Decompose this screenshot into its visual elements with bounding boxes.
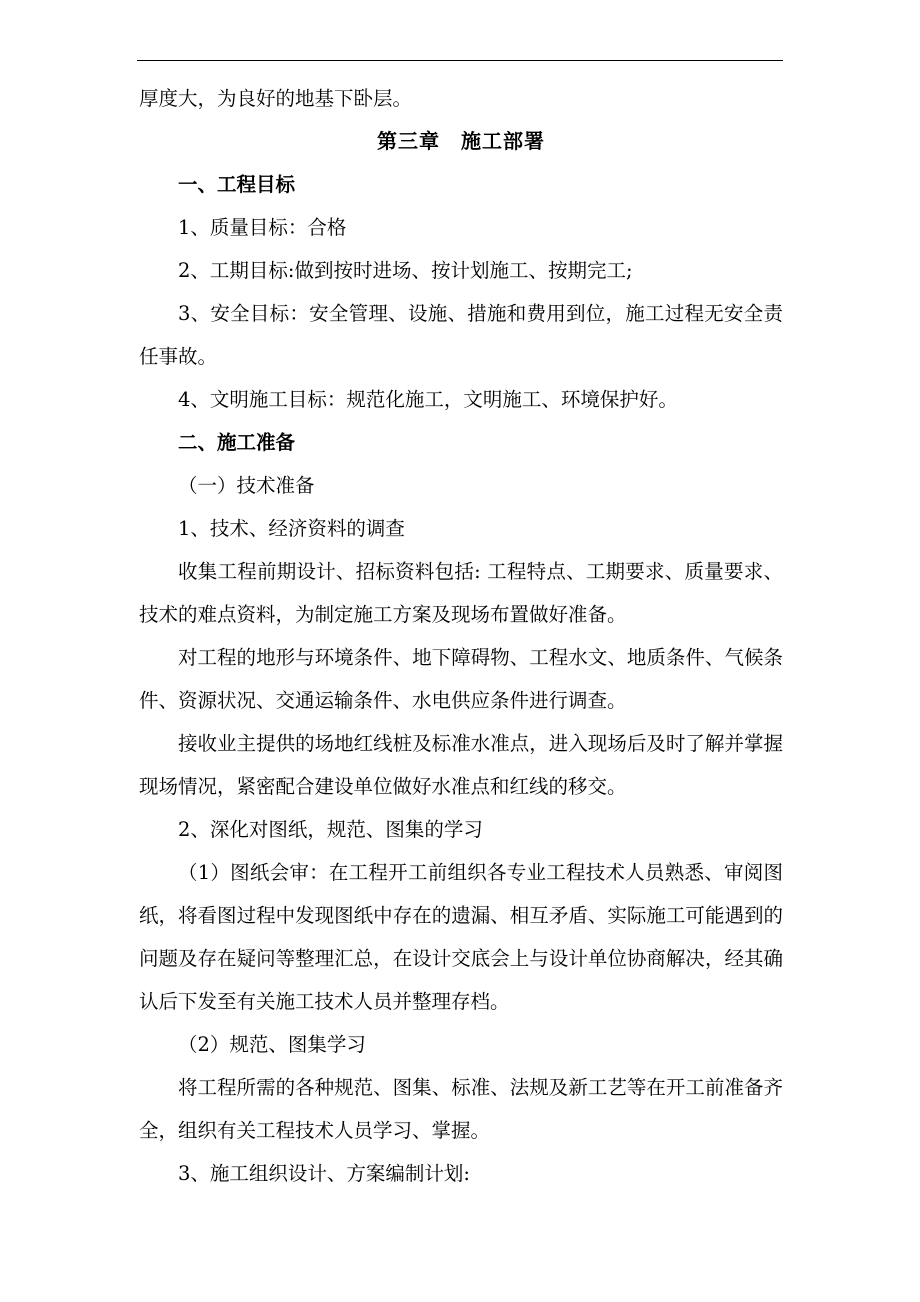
section-heading-preparation: 二、施工准备	[178, 431, 296, 454]
section-heading-goals: 一、工程目标	[178, 173, 296, 196]
list-item-quality-goal: 1、质量目标：合格	[178, 216, 347, 239]
list-item-safety-goal: 3、安全目标：安全管理、设施、措施和费用到位，施工过程无安全责任事故。	[139, 302, 783, 368]
paragraph-continuation: 厚度大，为良好的地基下卧层。	[139, 87, 413, 110]
list-item-drawing-study: 2、深化对图纸，规范、图集的学习	[178, 818, 483, 841]
paragraph-collect-materials: 收集工程前期设计、招标资料包括: 工程特点、工期要求、质量要求、技术的难点资料，为制定施工方案及现场布置做好准备。	[139, 560, 783, 626]
list-item-standards-study: （2）规范、图集学习	[178, 1033, 366, 1056]
list-item-civilized-construction-goal: 4、文明施工目标：规范化施工，文明施工、环境保护好。	[178, 388, 678, 411]
document-body	[139, 77, 783, 1195]
chapter-title-text: 第三章 施工部署	[377, 129, 545, 153]
paragraph-standards-preparation: 将工程所需的各种规范、图集、标准、法规及新工艺等在开工前准备齐全，组织有关工程技术人员学习、掌握。	[139, 1076, 783, 1142]
list-item-survey: 1、技术、经济资料的调查	[178, 517, 405, 540]
paragraph-handover: 接收业主提供的场地红线桩及标准水准点，进入现场后及时了解并掌握现场情况，紧密配合建设单位做好水准点和红线的移交。	[139, 732, 783, 798]
list-item-schedule-goal: 2、工期目标:做到按时进场、按计划施工、按期完工;	[178, 259, 633, 282]
header-rule	[137, 60, 783, 61]
paragraph-drawing-review: （1）图纸会审：在工程开工前组织各专业工程技术人员熟悉、审阅图纸，将看图过程中发现图纸中存在的遗漏、相互矛盾、实际施工可能遇到的问题及存在疑问等整理汇总，在设计交底会上与设计单位协商解决，经其确认后下发至有关施工技术人员并整理存档。	[139, 861, 783, 1013]
chapter-title	[139, 120, 783, 163]
list-item-construction-plan: 3、施工组织设计、方案编制计划:	[178, 1162, 470, 1185]
paragraph-site-conditions: 对工程的地形与环境条件、地下障碍物、工程水文、地质条件、气候条件、资源状况、交通运输条件、水电供应条件进行调查。	[139, 646, 783, 712]
subsection-heading-technical-preparation: （一）技术准备	[178, 474, 315, 497]
